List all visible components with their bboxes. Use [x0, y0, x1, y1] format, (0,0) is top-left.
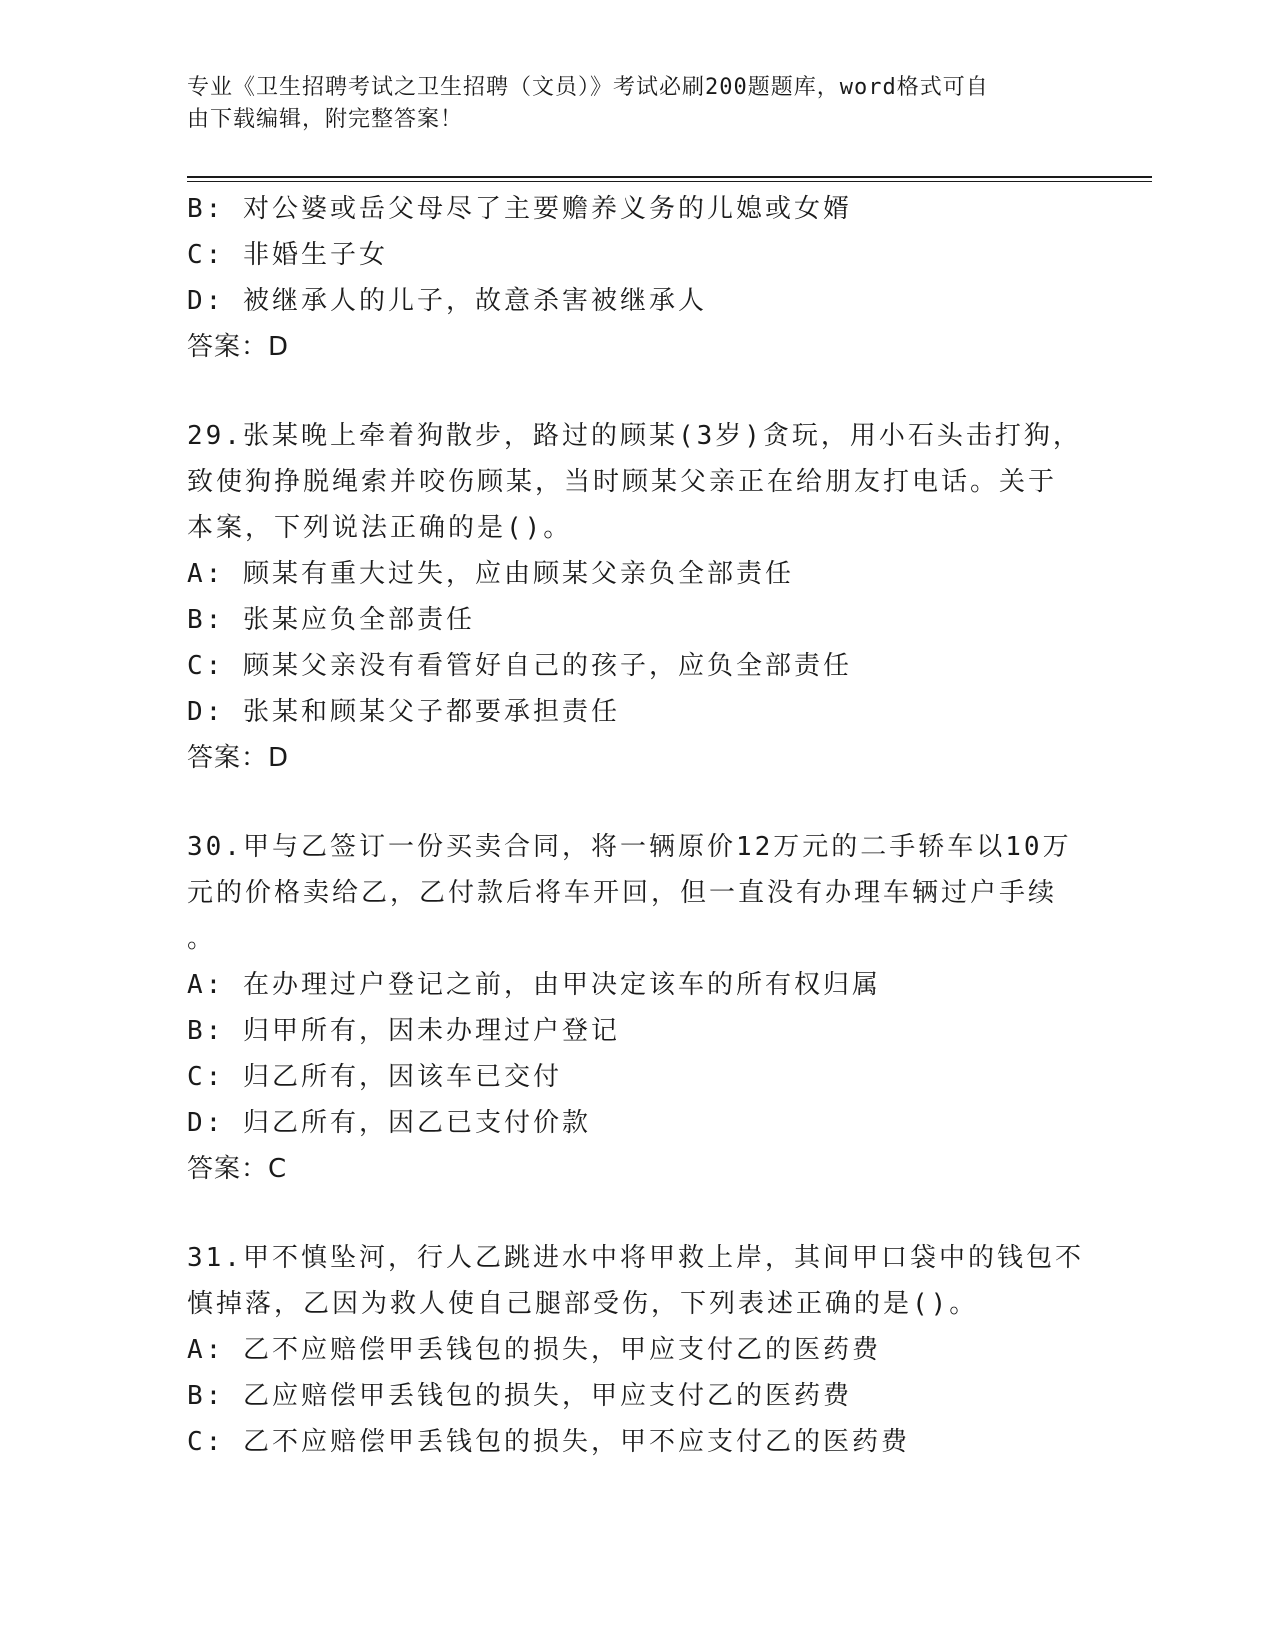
- header-line-2: 由下载编辑，附完整答案！: [187, 107, 464, 132]
- spacer: [187, 781, 1087, 824]
- option-c: C: 非婚生子女: [187, 240, 388, 270]
- question-29: [187, 413, 1087, 781]
- question-stem-line: 29.张某晚上牵着狗散步，路过的顾某(3岁)贪玩，用小石头击打狗，: [187, 421, 1082, 451]
- option-b: B: 对公婆或岳父母尽了主要赡养义务的儿媳或女婿: [187, 194, 852, 224]
- option-c: C: 顾某父亲没有看管好自己的孩子，应负全部责任: [187, 651, 852, 681]
- question-30: [187, 824, 1087, 1192]
- answer-label: 答案：D: [187, 332, 290, 362]
- question-31: [187, 1235, 1087, 1465]
- document-header: [187, 72, 1087, 136]
- question-list: [187, 186, 1087, 1465]
- question-stem-line: 。: [187, 924, 217, 954]
- option-a: A: 在办理过户登记之前，由甲决定该车的所有权归属: [187, 970, 881, 1000]
- question-stem-line: 本案，下列说法正确的是()。: [187, 513, 573, 543]
- question-stem-line: 致使狗挣脱绳索并咬伤顾某，当时顾某父亲正在给朋友打电话。关于: [187, 467, 1058, 497]
- option-a: A: 乙不应赔偿甲丢钱包的损失，甲应支付乙的医药费: [187, 1335, 881, 1365]
- question-stem-line: 30.甲与乙签订一份买卖合同，将一辆原价12万元的二手轿车以10万: [187, 832, 1072, 862]
- header-divider-thin: [187, 181, 1152, 182]
- question-28: [187, 186, 1087, 370]
- option-b: B: 归甲所有，因未办理过户登记: [187, 1016, 620, 1046]
- header-divider-thick: [187, 176, 1152, 178]
- question-stem-line: 元的价格卖给乙，乙付款后将车开回，但一直没有办理车辆过户手续: [187, 878, 1058, 908]
- option-c: C: 乙不应赔偿甲丢钱包的损失，甲不应支付乙的医药费: [187, 1427, 910, 1457]
- option-d: D: 归乙所有，因乙已支付价款: [187, 1108, 591, 1138]
- option-d: D: 被继承人的儿子，故意杀害被继承人: [187, 286, 707, 316]
- question-stem-line: 31.甲不慎坠河，行人乙跳进水中将甲救上岸，其间甲口袋中的钱包不: [187, 1243, 1084, 1273]
- spacer: [187, 370, 1087, 413]
- header-line-1: 专业《卫生招聘考试之卫生招聘（文员）》考试必刷200题题库，word格式可自: [187, 75, 989, 100]
- option-b: B: 乙应赔偿甲丢钱包的损失，甲应支付乙的医药费: [187, 1381, 852, 1411]
- answer-label: 答案：C: [187, 1154, 288, 1184]
- answer-label: 答案：D: [187, 743, 290, 773]
- option-d: D: 张某和顾某父子都要承担责任: [187, 697, 620, 727]
- question-stem-line: 慎掉落，乙因为救人使自己腿部受伤，下列表述正确的是()。: [187, 1289, 979, 1319]
- option-c: C: 归乙所有，因该车已交付: [187, 1062, 562, 1092]
- option-a: A: 顾某有重大过失，应由顾某父亲负全部责任: [187, 559, 794, 589]
- option-b: B: 张某应负全部责任: [187, 605, 475, 635]
- spacer: [187, 1192, 1087, 1235]
